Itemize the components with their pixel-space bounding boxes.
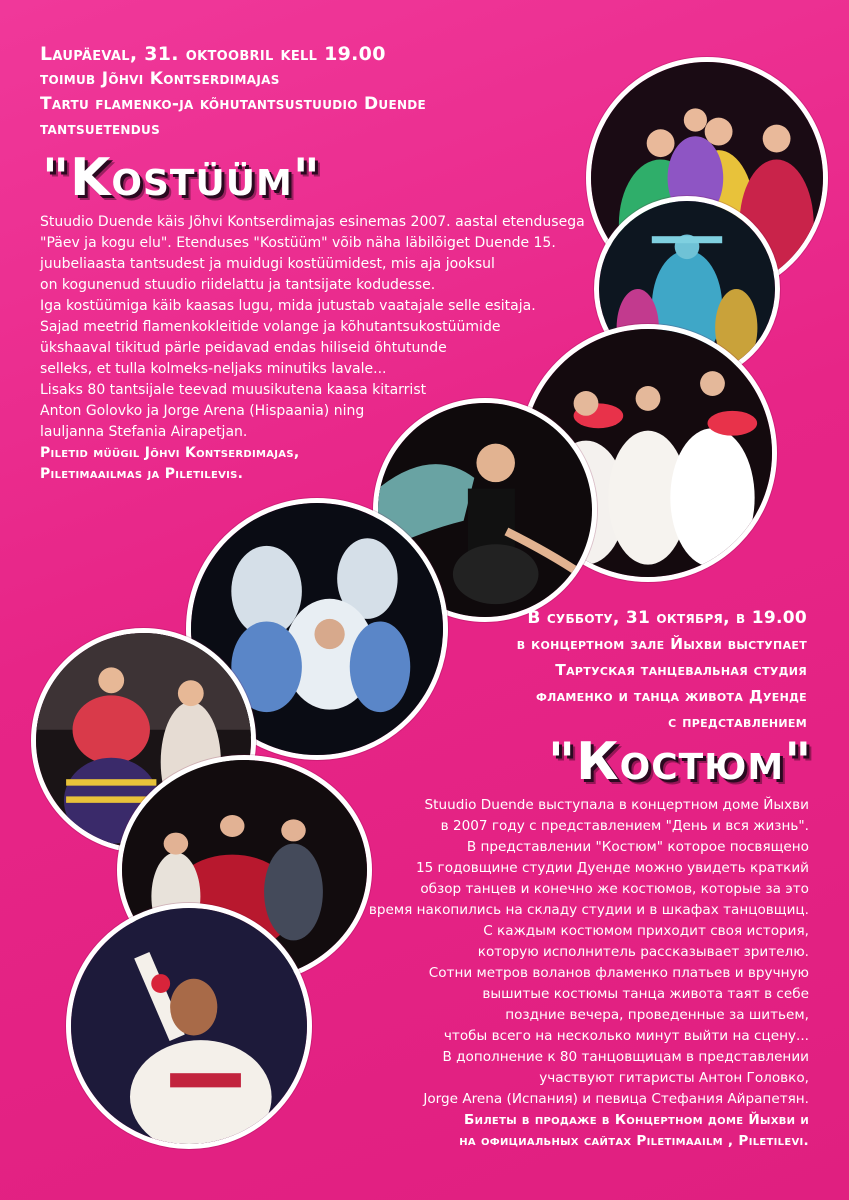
et-body-line: Sajad meetrid flamenkokleitide volange ja kõhutantsukostüümide [40, 319, 501, 335]
ru-body-line: 15 годовщине студии Дуенде можно увидеть краткий [415, 860, 809, 876]
et-header-line: Tartu flamenko-ja kõhutantsustuudio Duende [40, 94, 427, 114]
russian-title: "Костюм" [548, 732, 813, 792]
ru-body-line: В дополнение к 80 танцовщицам в представлении [442, 1049, 809, 1065]
et-header-line: toimub Jõhvi Kontserdimajas [40, 69, 280, 89]
estonian-header [40, 42, 560, 142]
ru-header-line: фламенко и танца живота Дуенде [535, 687, 807, 705]
et-header-line: Laupäeval, 31. oktoobril kell 19.00 [40, 43, 386, 65]
ru-tickets-line: на официальных сайтах Piletimaailm , Piletilevi. [459, 1133, 809, 1149]
ru-header-line: в концертном зале Йыхви выступает [516, 635, 807, 653]
et-body-line: Lisaks 80 tantsijale teevad muusikutena kaasa kitarrist [40, 382, 427, 398]
et-body-line: "Päev ja kogu elu". Etenduses "Kostüüm" võib näha läbilõiget Duende 15. [40, 235, 556, 251]
et-body-line: on kogunenud stuudio riidelattu ja tantsijate kodudesse. [40, 277, 436, 293]
photo-solo-dancer-white [66, 903, 312, 1149]
ru-body-line: которую исполнитель рассказывает зрителю. [477, 944, 809, 960]
ru-body-line: Сотни метров воланов фламенко платьев и вручную [428, 965, 809, 981]
et-body-line: Stuudio Duende käis Jõhvi Kontserdimajas esinemas 2007. aastal etendusega [40, 214, 585, 230]
et-body-line: lauljanna Stefania Airapetjan. [40, 424, 248, 440]
ru-body-line: Stuudio Duende выступала в концертном доме Йыхви [424, 797, 809, 813]
ru-header-line: Тартуская танцевальная студия [555, 661, 807, 679]
ru-body-line: вышитые костюмы танца живота таят в себе [482, 986, 809, 1002]
ru-body-line: Jorge Arena (Испания) и певица Стефания Айрапетян. [423, 1091, 809, 1107]
et-header-line: tantsuetendus [40, 119, 161, 139]
et-tickets-line: Piletid müügil Jõhvi Kontserdimajas, [40, 445, 300, 461]
et-body-line: selleks, et tulla kolmeks-neljaks minutiks lavale... [40, 361, 387, 377]
et-body-line: Anton Golovko ja Jorge Arena (Hispaania) ning [40, 403, 365, 419]
ru-tickets-line: Билеты в продаже в Концертном доме Йыхви и [464, 1112, 809, 1128]
estonian-title: "Kostüüm" [42, 148, 321, 208]
ru-body-line: в 2007 году с представлением "День и вся жизнь". [440, 818, 809, 834]
ru-body-line: С каждым костюмом приходит своя история, [483, 923, 809, 939]
ru-header-line: В субботу, 31 октября, в 19.00 [527, 608, 807, 628]
et-body-line: juubeliaasta tantsudest ja muidugi kostüümidest, mis aja jooksul [40, 256, 495, 272]
et-body-line: ükshaaval tikitud pärle peidavad endas hiliseid õhtutunde [40, 340, 447, 356]
ru-body-line: поздние вечера, проведенные за шитьем, [505, 1007, 809, 1023]
russian-body [339, 795, 809, 1152]
et-tickets-line: Piletimaailmas ja Piletilevis. [40, 466, 244, 482]
ru-body-line: чтобы всего на несколько минут выйти на сцену... [443, 1028, 809, 1044]
ru-body-line: время накопились на складу студии и в шкафах танцовщиц. [368, 902, 809, 918]
ru-body-line: В представлении "Костюм" которое посвящено [466, 839, 809, 855]
russian-header [387, 605, 807, 735]
et-body-line: Iga kostüümiga käib kaasas lugu, mida jutustab vaatajale selle esitaja. [40, 298, 536, 314]
ru-body-line: участвуют гитаристы Антон Головко, [539, 1070, 809, 1086]
ru-body-line: обзор танцев и конечно же костюмов, которые за это [420, 881, 809, 897]
ru-header-line: с представлением [668, 713, 807, 731]
